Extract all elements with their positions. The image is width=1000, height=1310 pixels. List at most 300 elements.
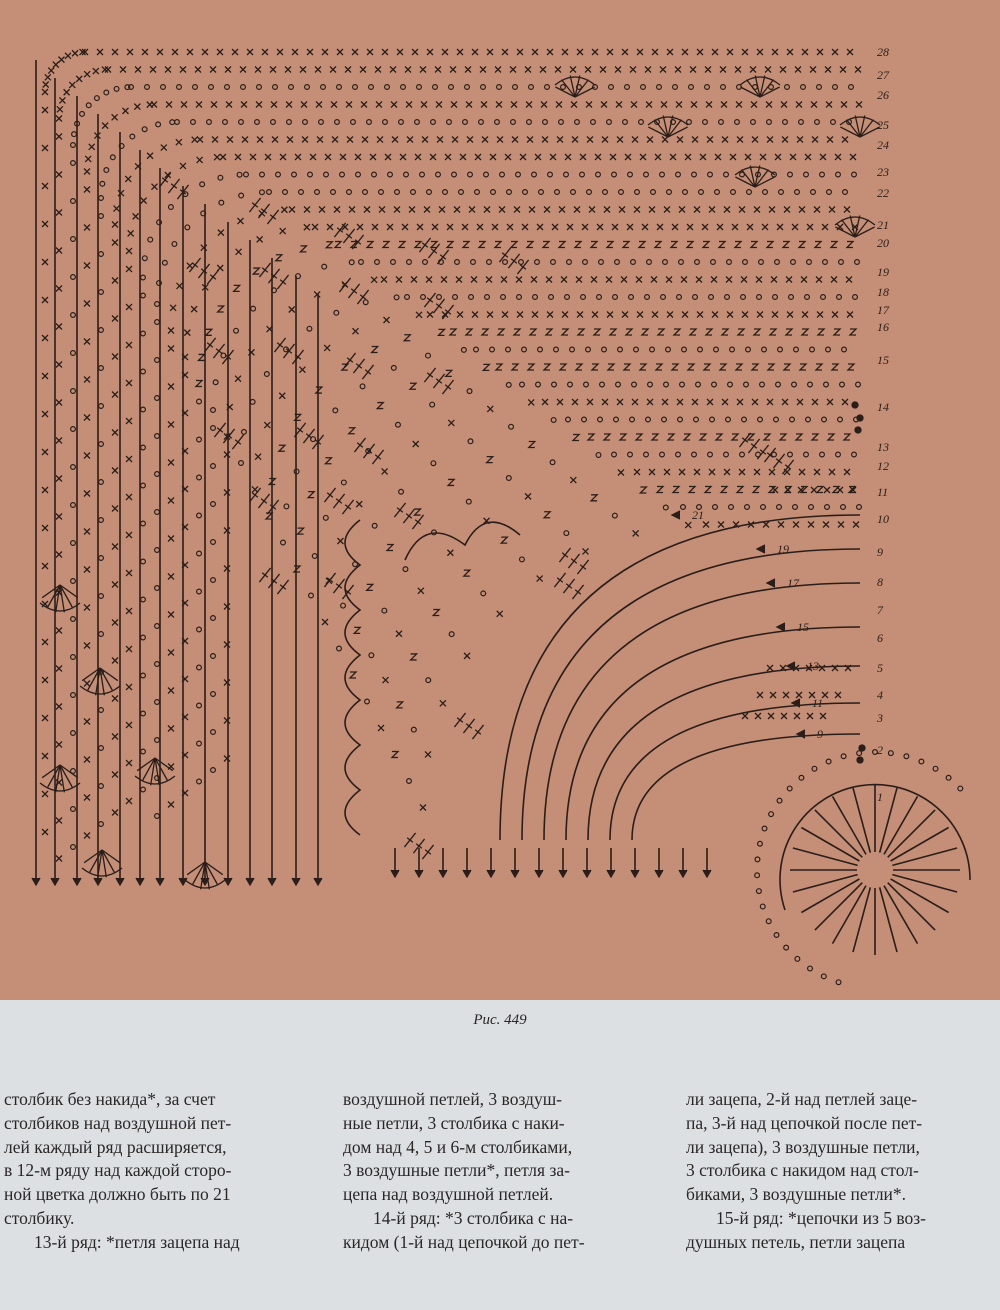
chain-stitch-mark (142, 256, 147, 261)
single-crochet-mark (777, 224, 783, 230)
single-crochet-mark (112, 658, 118, 664)
single-crochet-mark (589, 207, 595, 213)
single-crochet-mark (235, 376, 241, 382)
chain-stitch-mark (623, 120, 628, 125)
single-crochet-mark (807, 224, 813, 230)
arrow-head (292, 878, 300, 885)
filled-dot (859, 745, 865, 751)
single-crochet-mark (517, 49, 523, 55)
text-line: биками, 3 воздушные петли*. (686, 1184, 907, 1205)
chain-stitch-mark (287, 120, 292, 125)
slip-stitch-mark (528, 364, 534, 370)
chain-stitch-mark (742, 417, 747, 422)
flower-spoke (888, 883, 935, 930)
slip-stitch-mark (721, 487, 727, 493)
chain-stitch-mark (775, 260, 780, 265)
slip-stitch-mark (483, 364, 489, 370)
single-crochet-mark (242, 137, 248, 143)
double-crochet-mark (259, 568, 270, 582)
single-crochet-mark (157, 49, 163, 55)
chain-stitch-mark (535, 260, 540, 265)
single-crochet-mark (197, 157, 203, 163)
single-crochet-mark (417, 224, 423, 230)
flower-spoke (801, 879, 859, 913)
single-crochet-mark (64, 89, 70, 95)
chain-stitch-mark (379, 190, 384, 195)
chain-stitch-mark (837, 295, 842, 300)
single-crochet-mark (707, 399, 713, 405)
single-crochet-mark (126, 684, 132, 690)
single-crochet-mark (847, 312, 853, 318)
chain-stitch-mark (218, 175, 223, 180)
single-crochet-mark (176, 283, 182, 289)
chain-stitch-mark (197, 703, 202, 708)
slip-stitch-mark (780, 434, 786, 440)
chain-stitch-mark (431, 120, 436, 125)
chain-stitch-mark (644, 172, 649, 177)
single-crochet-mark (332, 137, 338, 143)
single-crochet-mark (168, 650, 174, 656)
chain-stitch-mark (239, 120, 244, 125)
chain-stitch-mark (399, 120, 404, 125)
fan-stitch-mark (668, 127, 688, 137)
chain-stitch-mark (831, 120, 836, 125)
single-crochet-mark (694, 207, 700, 213)
chain-stitch-mark (773, 295, 778, 300)
single-crochet-mark (112, 810, 118, 816)
single-crochet-mark (180, 163, 186, 169)
chain-stitch-mark (155, 472, 160, 477)
single-crochet-mark (772, 49, 778, 55)
slip-stitch-mark (690, 329, 696, 335)
single-crochet-mark (622, 312, 628, 318)
chain-stitch-mark (335, 120, 340, 125)
chain-stitch-mark (559, 120, 564, 125)
chain-stitch-mark (506, 383, 511, 388)
row-number-label: 1 (877, 790, 883, 804)
single-crochet-mark (56, 286, 62, 292)
double-crochet-mark (748, 439, 759, 453)
single-crochet-mark (56, 628, 62, 634)
row-number-label: 15 (877, 353, 889, 367)
single-crochet-mark (697, 49, 703, 55)
chain-stitch-mark (629, 295, 634, 300)
chain-stitch-mark (161, 85, 166, 90)
chain-stitch-mark (71, 351, 76, 356)
single-crochet-mark (126, 304, 132, 310)
single-crochet-mark (180, 67, 186, 73)
chain-stitch-mark (281, 540, 286, 545)
chain-stitch-mark (469, 295, 474, 300)
single-crochet-mark (168, 422, 174, 428)
single-crochet-mark (382, 468, 388, 474)
chain-stitch-mark (805, 295, 810, 300)
arrow-head (511, 870, 519, 877)
single-crochet-mark (265, 154, 271, 160)
chain-stitch-mark (141, 787, 146, 792)
single-crochet-mark (381, 277, 387, 283)
single-crochet-mark (385, 154, 391, 160)
single-crochet-mark (796, 692, 802, 698)
double-crochet-mark (577, 560, 588, 574)
slip-stitch-mark (623, 242, 629, 248)
single-crochet-mark (334, 207, 340, 213)
chain-stitch-mark (565, 295, 570, 300)
single-crochet-mark (544, 207, 550, 213)
single-crochet-mark (84, 795, 90, 801)
chain-stitch-mark (391, 260, 396, 265)
single-crochet-mark (383, 317, 389, 323)
single-crochet-mark (742, 713, 748, 719)
chain-stitch-mark (145, 85, 150, 90)
single-crochet-mark (168, 802, 174, 808)
chain-stitch-mark (449, 85, 454, 90)
slip-stitch-mark (610, 329, 616, 335)
chain-stitch-mark (455, 260, 460, 265)
single-crochet-mark (42, 411, 48, 417)
single-crochet-mark (84, 757, 90, 763)
chain-stitch-mark (169, 205, 174, 210)
single-crochet-mark (679, 469, 685, 475)
chain-stitch-mark (549, 295, 554, 300)
chain-stitch-mark (719, 120, 724, 125)
slip-stitch-mark (639, 242, 645, 248)
chain-stitch-mark (471, 260, 476, 265)
single-crochet-mark (667, 312, 673, 318)
chain-stitch-mark (453, 295, 458, 300)
single-crochet-mark (325, 154, 331, 160)
slip-stitch-mark (720, 364, 726, 370)
single-crochet-mark (240, 67, 246, 73)
single-crochet-mark (432, 224, 438, 230)
single-crochet-mark (314, 291, 320, 297)
single-crochet-mark (445, 154, 451, 160)
single-crochet-mark (168, 498, 174, 504)
chain-stitch-mark (191, 120, 196, 125)
single-crochet-mark (525, 493, 531, 499)
single-crochet-mark (224, 756, 230, 762)
chain-stitch-mark (580, 172, 585, 177)
slip-stitch-mark (501, 537, 507, 543)
slip-stitch-mark (482, 329, 488, 335)
single-crochet-mark (610, 154, 616, 160)
chain-stitch-mark (223, 120, 228, 125)
chain-stitch-mark (172, 242, 177, 247)
single-crochet-mark (660, 67, 666, 73)
chain-stitch-mark (933, 766, 938, 771)
single-crochet-mark (187, 49, 193, 55)
double-crochet-mark (472, 725, 483, 739)
single-crochet-mark (844, 207, 850, 213)
single-crochet-mark (406, 102, 412, 108)
double-crochet-mark (554, 573, 565, 587)
single-crochet-mark (655, 154, 661, 160)
arrow-label: 17 (787, 576, 799, 590)
single-crochet-mark (84, 263, 90, 269)
arrow-head (94, 878, 102, 885)
single-crochet-mark (762, 224, 768, 230)
single-crochet-mark (657, 224, 663, 230)
single-crochet-mark (727, 49, 733, 55)
single-crochet-mark (84, 453, 90, 459)
slip-stitch-mark (196, 381, 202, 387)
row-number-label: 24 (877, 138, 889, 152)
chain-stitch-mark (197, 741, 202, 746)
single-crochet-mark (826, 102, 832, 108)
single-crochet-mark (727, 312, 733, 318)
single-crochet-mark (97, 49, 103, 55)
single-crochet-mark (677, 399, 683, 405)
slip-stitch-mark (604, 434, 610, 440)
single-crochet-mark (337, 49, 343, 55)
single-crochet-mark (808, 522, 814, 528)
chain-stitch-mark (760, 904, 765, 909)
single-crochet-mark (709, 469, 715, 475)
text-line: столбик без накида*, за счет (4, 1089, 216, 1109)
chain-stitch-mark (529, 85, 534, 90)
slip-stitch-mark (751, 242, 757, 248)
chain-stitch-mark (551, 418, 556, 423)
slip-stitch-mark (831, 242, 837, 248)
chain-stitch-mark (99, 594, 104, 599)
single-crochet-mark (436, 102, 442, 108)
single-crochet-mark (475, 154, 481, 160)
arrow-label: 15 (797, 620, 809, 634)
single-crochet-mark (56, 742, 62, 748)
single-crochet-mark (492, 224, 498, 230)
slip-stitch-mark (753, 487, 759, 493)
single-crochet-mark (285, 67, 291, 73)
slip-stitch-mark (700, 434, 706, 440)
slip-stitch-mark (544, 512, 550, 518)
double-crochet-mark (782, 460, 793, 474)
single-crochet-mark (652, 49, 658, 55)
chain-stitch-mark (766, 919, 771, 924)
chain-stitch-mark (728, 382, 733, 387)
filled-dot (857, 415, 863, 421)
slip-stitch-mark (543, 242, 549, 248)
flower-spoke (853, 788, 870, 853)
slip-stitch-mark (818, 329, 824, 335)
single-crochet-mark (280, 154, 286, 160)
chain-stitch-mark (315, 190, 320, 195)
arrow-head (767, 579, 775, 587)
chain-stitch-mark (904, 754, 909, 759)
fan-stitch-mark (82, 868, 122, 876)
single-crochet-mark (532, 49, 538, 55)
slip-stitch-mark (735, 242, 741, 248)
single-crochet-mark (612, 224, 618, 230)
chain-stitch-mark (99, 746, 104, 751)
single-crochet-mark (224, 452, 230, 458)
single-crochet-mark (720, 67, 726, 73)
chain-stitch-mark (550, 460, 555, 465)
single-crochet-mark (112, 506, 118, 512)
single-crochet-mark (835, 154, 841, 160)
chain-stitch-mark (776, 382, 781, 387)
chain-stitch-mark (677, 295, 682, 300)
chain-stitch-mark (520, 382, 525, 387)
single-crochet-mark (817, 312, 823, 318)
single-crochet-mark (84, 605, 90, 611)
flower-spoke (880, 887, 897, 952)
chain-stitch-mark (99, 822, 104, 827)
slip-stitch-mark (367, 584, 373, 590)
double-crochet-mark (354, 438, 365, 452)
single-crochet-mark (447, 550, 453, 556)
chain-stitch-mark (703, 120, 708, 125)
single-crochet-mark (838, 522, 844, 528)
single-crochet-mark (850, 154, 856, 160)
chain-stitch-mark (322, 264, 327, 269)
single-crochet-mark (647, 137, 653, 143)
chain-stitch-mark (673, 85, 678, 90)
double-crochet-mark (508, 254, 519, 268)
fan-stitch-mark (42, 765, 60, 778)
chain-stitch-mark (481, 591, 486, 596)
slip-stitch-mark (411, 654, 417, 660)
single-crochet-mark (112, 544, 118, 550)
chain-stitch-mark (711, 260, 716, 265)
single-crochet-mark (187, 263, 193, 269)
chain-stitch-mark (554, 347, 559, 352)
single-crochet-mark (767, 665, 773, 671)
chain-stitch-mark (463, 120, 468, 125)
single-crochet-mark (347, 137, 353, 143)
chain-stitch-mark (71, 617, 76, 622)
slip-stitch-mark (620, 434, 626, 440)
fan-stitch-mark (648, 117, 688, 125)
chain-stitch-mark (99, 366, 104, 371)
single-crochet-mark (48, 68, 54, 74)
chain-stitch-mark (99, 196, 104, 201)
chain-stitch-mark (641, 85, 646, 90)
chain-stitch-mark (197, 437, 202, 442)
single-crochet-mark (357, 224, 363, 230)
single-crochet-mark (477, 224, 483, 230)
single-crochet-mark (427, 312, 433, 318)
single-crochet-mark (42, 715, 48, 721)
single-crochet-mark (787, 312, 793, 318)
chain-stitch-mark (612, 172, 617, 177)
slip-stitch-mark (404, 335, 410, 341)
double-crochet-mark (292, 350, 303, 364)
single-crochet-mark (837, 487, 843, 493)
single-crochet-mark (621, 277, 627, 283)
row-number-label: 14 (877, 400, 889, 414)
single-crochet-mark (846, 277, 852, 283)
double-crochet-mark (277, 275, 288, 289)
single-crochet-mark (756, 277, 762, 283)
single-crochet-mark (114, 206, 120, 212)
arrow-head (391, 870, 399, 877)
single-crochet-mark (772, 312, 778, 318)
fan-stitch-mark (80, 686, 120, 694)
double-crochet-mark (268, 574, 279, 588)
single-crochet-mark (289, 207, 295, 213)
chain-stitch-mark (836, 452, 841, 457)
single-crochet-mark (844, 469, 850, 475)
double-crochet-mark (454, 713, 465, 727)
single-crochet-mark (42, 525, 48, 531)
single-crochet-mark (631, 102, 637, 108)
chain-stitch-mark (779, 190, 784, 195)
single-crochet-mark (760, 154, 766, 160)
single-crochet-mark (501, 277, 507, 283)
single-crochet-mark (633, 530, 639, 536)
single-crochet-mark (224, 566, 230, 572)
single-crochet-mark (84, 377, 90, 383)
single-crochet-mark (529, 207, 535, 213)
chain-stitch-mark (367, 120, 372, 125)
single-crochet-mark (126, 380, 132, 386)
single-crochet-mark (224, 680, 230, 686)
single-crochet-mark (571, 102, 577, 108)
slip-stitch-mark (770, 329, 776, 335)
single-crochet-mark (58, 57, 64, 63)
fan-stitch-mark (555, 77, 595, 85)
single-crochet-mark (53, 62, 59, 68)
single-crochet-mark (754, 469, 760, 475)
single-crochet-mark (300, 67, 306, 73)
single-crochet-mark (794, 713, 800, 719)
arrow-head (32, 878, 40, 885)
chain-stitch-mark (72, 132, 77, 137)
slip-stitch-mark (817, 487, 823, 493)
single-crochet-mark (279, 393, 285, 399)
slip-stitch-mark (560, 364, 566, 370)
row-number-label: 25 (877, 118, 889, 132)
single-crochet-mark (486, 277, 492, 283)
slip-stitch-mark (377, 403, 383, 409)
chain-stitch-mark (396, 422, 401, 427)
chain-stitch-mark (662, 417, 667, 422)
single-crochet-mark (853, 522, 859, 528)
double-crochet-mark (249, 198, 260, 212)
chain-stitch-mark (603, 190, 608, 195)
single-crochet-mark (42, 791, 48, 797)
chain-stitch-mark (479, 120, 484, 125)
chain-stitch-mark (449, 632, 454, 637)
single-crochet-mark (542, 399, 548, 405)
slip-stitch-mark (796, 434, 802, 440)
single-crochet-mark (56, 324, 62, 330)
single-crochet-mark (196, 102, 202, 108)
single-crochet-mark (752, 137, 758, 143)
chain-stitch-mark (755, 857, 760, 862)
chain-stitch-mark (946, 775, 951, 780)
chain-stitch-mark (114, 86, 119, 91)
chain-stitch-mark (731, 190, 736, 195)
single-crochet-mark (42, 221, 48, 227)
slip-stitch-mark (668, 434, 674, 440)
chain-stitch-mark (239, 461, 244, 466)
arrow-head (777, 623, 785, 631)
double-crochet-mark (442, 380, 453, 394)
arrow-head (314, 878, 322, 885)
chain-stitch-mark (71, 143, 76, 148)
slip-stitch-mark (529, 441, 535, 447)
arrow-head (51, 878, 59, 885)
fan-stitch-mark (755, 177, 775, 187)
chain-stitch-mark (501, 295, 506, 300)
chain-stitch-mark (694, 417, 699, 422)
single-crochet-mark (330, 67, 336, 73)
chain-stitch-mark (808, 382, 813, 387)
single-crochet-mark (795, 67, 801, 73)
chain-stitch-mark (211, 730, 216, 735)
single-crochet-mark (226, 102, 232, 108)
